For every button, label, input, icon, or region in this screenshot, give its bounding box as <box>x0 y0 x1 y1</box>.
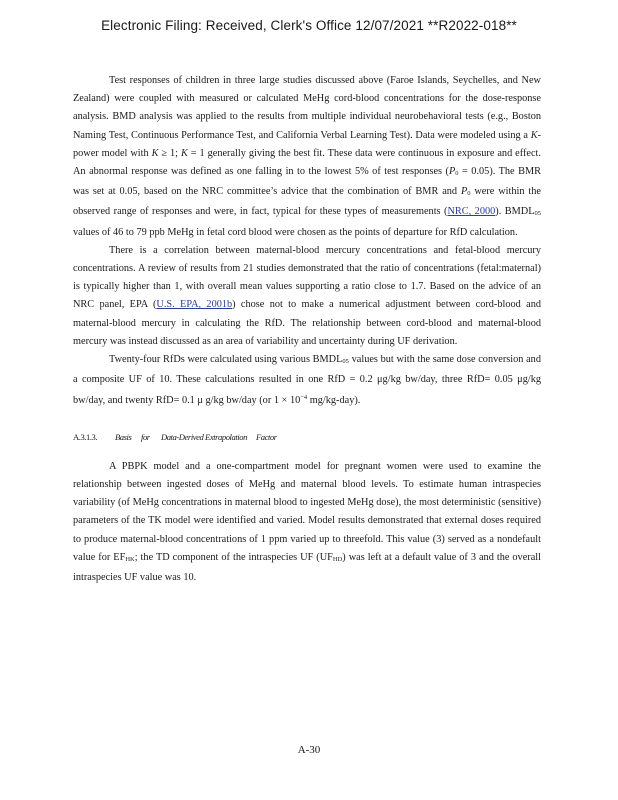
subscript: 05 <box>342 358 349 366</box>
heading-word: Factor <box>256 431 277 442</box>
subscript: HD <box>332 555 343 563</box>
text-run: There is a correlation between maternal-blood mercury concentrations and fetal-blood mercury concentrations. A review of results from 21 studies demonstrated that the ratio of concentrations (fetal:maternal) is typically higher than 1, with overall mean values supporting a ratio close to 1.7. Based on the advice of an NRC panel, EPA ( <box>73 244 541 311</box>
subscript: HK <box>125 555 135 563</box>
text-run: ≥ 1; <box>158 147 181 159</box>
paragraph-maternal-fetal <box>73 242 541 351</box>
k-symbol: K <box>151 147 159 159</box>
heading-word: Basis <box>115 431 132 442</box>
text-run: mg/kg-day). <box>307 395 361 407</box>
citation-link-nrc-2000[interactable]: NRC, 2000 <box>447 206 496 218</box>
text-run: = 1 generally giving the best fit. These data were continuous in exposure and effect. An abnormal response was defined as one falling in to the lowest 5% of test responses ( <box>73 147 541 178</box>
paragraph-dose-response <box>73 72 541 242</box>
paragraph-rfd-calculations <box>73 351 541 411</box>
section-number: A.3.1.3. <box>73 431 98 442</box>
text-run: ). BMDL <box>495 206 535 218</box>
text-run: A PBPK model and a one-compartment model for pregnant women were used to examine the relationship between ingested doses of MeHg and maternal blood levels. To estimate human intraspecies variability (of MeHg concentrations in maternal blood to ingested MeHg dose), the most deterministic (sensitive) parameters of the TK model were identified and varied. Model results demonstrated that external doses required to produce maternal-blood concentrations of 1 ppm varied up to threefold. This value (3) served as a nondefault value for EF <box>73 460 541 563</box>
text-run: values but with the same dose conversion and a composite UF of 10. These calculations resulted in one RfD = 0.2 μg/kg bw/day, three RfD= 0.05 μg/kg bw/day, and twenty RfD= 0.1 μ g/kg bw/day (or 1 × 10 <box>73 354 541 407</box>
heading-word: Data-Derived Extrapolation <box>161 431 247 442</box>
section-heading <box>73 428 541 446</box>
subscript: 0 <box>455 170 459 178</box>
k-symbol: K <box>180 147 188 159</box>
subscript: 0 <box>467 190 471 198</box>
text-run: ) was left at a default value of 3 and the overall intraspecies UF value was 10. <box>73 551 541 584</box>
text-run: values of 46 to 79 ppb MeHg in fetal cord blood were chosen as the points of departure for RfD calculation. <box>73 226 518 238</box>
text-run: Test responses of children in three large studies discussed above (Faroe Islands, Seychelles, and New Zealand) were coupled with measured or calculated MeHg cord-blood concentrations for the dose-response analysis. BMD analysis was applied to the results from multiple individual neurobehavioral tests (e.g., Boston Naming Test, Continuous Performance Test, and California Verbal Learning Test). Data were modeled using a <box>73 75 541 141</box>
text-run: ; the TD component of the intraspecies UF (UF <box>134 551 333 563</box>
paragraph-pbpk-model <box>73 458 541 587</box>
p-symbol: P <box>460 186 468 198</box>
text-run: = 0.05). The BMR was set at 0.05, based on the NRC committee’s advice that the combination of BMR and <box>73 166 542 198</box>
text-run: were within the observed range of responses and were, in fact, typical for these types of measurements ( <box>73 186 541 218</box>
subscript: 05 <box>534 210 541 218</box>
electronic-filing-header: Electronic Filing: Received, Clerk's Office 12/07/2021 **R2022-018** <box>101 18 517 33</box>
text-run: ) chose not to make a numerical adjustment between cord-blood and maternal-blood mercury in calculating the RfD. The relationship between cord-blood and maternal-blood mercury was instead discussed as an area of variability and uncertainty during UF derivation. <box>73 299 541 347</box>
citation-link-epa-2001b[interactable]: U.S. EPA, 2001b <box>156 299 233 311</box>
document-body <box>73 72 541 587</box>
k-symbol: K <box>530 129 538 141</box>
text-run: Twenty-four RfDs were calculated using various BMDL <box>109 354 343 366</box>
p-symbol: P <box>448 166 456 178</box>
superscript: −4 <box>300 394 308 402</box>
text-run: -power model with <box>73 129 541 159</box>
heading-word: for <box>141 431 150 442</box>
page-number: A-30 <box>297 744 321 756</box>
